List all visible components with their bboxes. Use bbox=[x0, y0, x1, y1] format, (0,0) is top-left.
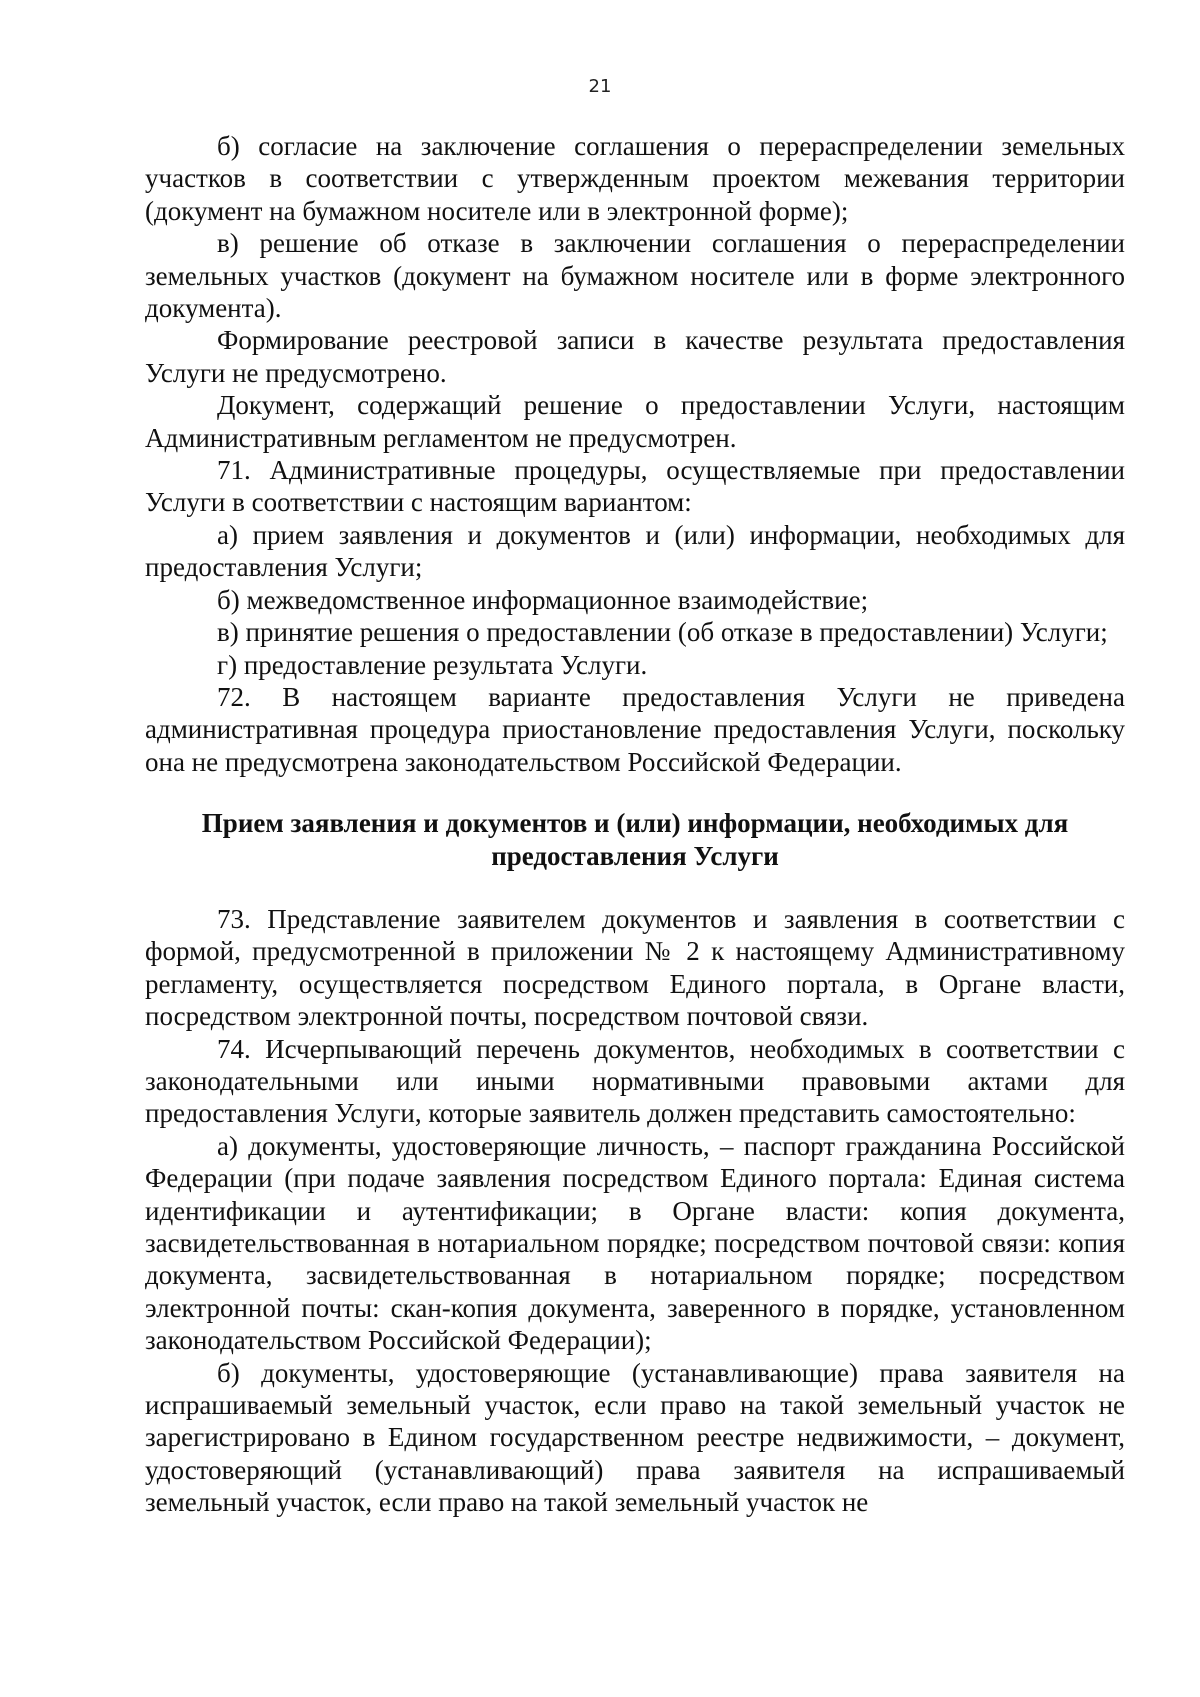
section-heading: Прием заявления и документов и (или) информации, необходимых для предоставления Услуги bbox=[201, 808, 1069, 871]
paragraph-72: 72. В настоящем варианте предоставления Услуги не приведена административная процедура приостановление предоставления Услуги, поскольку она не предусмотрена законодательством Российской Федерации. bbox=[145, 681, 1125, 777]
paragraph-74: 74. Исчерпывающий перечень документов, необходимых в соответствии с законодательными или иными нормативными правовыми актами для предоставления Услуги, которые заявитель должен представить самостоятельно: bbox=[145, 1033, 1125, 1129]
paragraph-71-g: г) предоставление результата Услуги. bbox=[217, 649, 648, 680]
paragraph-73: 73. Представление заявителем документов и заявления в соответствии с формой, предусмотренной в приложении № 2 к настоящему Административному регламенту, осуществляется посредством Единого портала, в Органе власти, посредством электронной почты, посредством почтовой связи. bbox=[145, 903, 1125, 1032]
paragraph-71: 71. Административные процедуры, осуществляемые при предоставлении Услуги в соответствии с настоящим вариантом: bbox=[145, 455, 1125, 518]
page-number: 21 bbox=[588, 76, 612, 97]
paragraph-71-b: б) межведомственное информационное взаимодействие; bbox=[217, 584, 869, 615]
paragraph-74-b: б) документы, удостоверяющие (устанавливающие) права заявителя на испрашиваемый земельный участок, если право на такой земельный участок не зарегистрировано в Едином государственном реестре недвижимости, – документ, удостоверяющий (устанавливающий) права заявителя на испрашиваемый земельный участок, если право на такой земельный участок не bbox=[145, 1357, 1125, 1518]
paragraph-registry-record: Формирование реестровой записи в качестве результата предоставления Услуги не предусмотрено. bbox=[145, 325, 1125, 388]
paragraph-result-v: в) решение об отказе в заключении соглашения о перераспределении земельных участков (документ на бумажном носителе или в форме электронного документа). bbox=[145, 228, 1125, 324]
paragraph-71-v: в) принятие решения о предоставлении (об отказе в предоставлении) Услуги; bbox=[217, 617, 1108, 648]
paragraph-result-b: б) согласие на заключение соглашения о перераспределении земельных участков в соответствии с утвержденным проектом межевания территории (документ на бумажном носителе или в электронной форме); bbox=[145, 131, 1125, 226]
document-body bbox=[145, 130, 1125, 1519]
paragraph-71-a: а) прием заявления и документов и (или) информации, необходимых для предоставления Услуги; bbox=[145, 519, 1125, 583]
paragraph-74-a: а) документы, удостоверяющие личность, – паспорт гражданина Российской Федерации (при подаче заявления посредством Единого портала: Единая система идентификации и аутентификации; в Органе власти: копия документа, засвидетельствованная в нотариальном порядке; посредством почтовой связи: копия документа, засвидетельствованная в нотариальном порядке; посредством электронной почты: скан-копия документа, заверенного в порядке, установленном законодательством Российской Федерации); bbox=[145, 1130, 1125, 1356]
paragraph-decision-document: Документ, содержащий решение о предоставлении Услуги, настоящим Административным регламентом не предусмотрен. bbox=[145, 390, 1125, 453]
